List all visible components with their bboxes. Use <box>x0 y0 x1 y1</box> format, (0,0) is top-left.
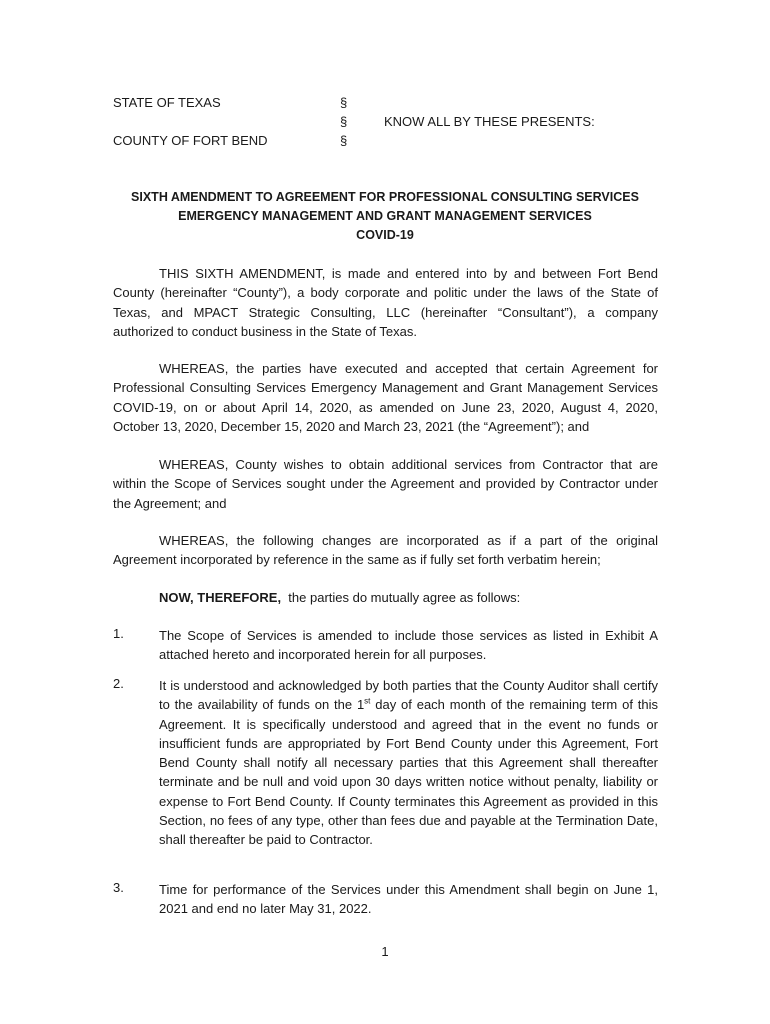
section-symbol: § <box>340 95 348 110</box>
section-symbol: § <box>340 114 348 129</box>
county-label: COUNTY OF FORT BEND <box>113 133 268 148</box>
item-number: 1. <box>113 626 124 641</box>
item-number: 2. <box>113 676 124 691</box>
whereas-paragraph-2: WHEREAS, County wishes to obtain additional services from Contractor that are within the Scope of Services sought under the Agreement and provided by Contractor under the Agreement; and <box>113 457 658 511</box>
item-number: 3. <box>113 880 124 895</box>
page-number: 1 <box>381 944 389 959</box>
whereas-paragraph-1: WHEREAS, the parties have executed and accepted that certain Agreement for Professional Consulting Services Emergency Management and Grant Management Services COVID-19, on or about April 14, 2020, as amended on June 23, 2020, August 4, 2020, October 13, 2020, December 15, 2020 and March 23, 2021 (the “Agreement”); and <box>113 361 658 434</box>
item-text: Time for performance of the Services under this Amendment shall begin on June 1, 2021 and end no later May 31, 2022. <box>159 882 658 917</box>
document-title-line-1: SIXTH AMENDMENT TO AGREEMENT FOR PROFESSIONAL CONSULTING SERVICES <box>131 190 639 204</box>
intro-paragraph: THIS SIXTH AMENDMENT, is made and entered into by and between Fort Bend County (hereinafter “County”), a body corporate and politic under the laws of the State of Texas, and MPACT Strategic Consulting, LLC (hereinafter “Consultant”), a company authorized to conduct business in the State of Texas. <box>113 266 658 339</box>
document-title-line-3: COVID-19 <box>356 228 414 242</box>
whereas-paragraph-3: WHEREAS, the following changes are incorporated as if a part of the original Agreement incorporated by reference in the same as if fully set forth verbatim herein; <box>113 533 658 568</box>
state-label: STATE OF TEXAS <box>113 95 221 110</box>
know-all-presents: KNOW ALL BY THESE PRESENTS: <box>384 114 595 129</box>
item-text: The Scope of Services is amended to include those services as listed in Exhibit A attached hereto and incorporated herein for all purposes. <box>159 628 658 663</box>
document-title-line-2: EMERGENCY MANAGEMENT AND GRANT MANAGEMENT SERVICES <box>178 209 592 223</box>
now-therefore-paragraph: NOW, THEREFORE, the parties do mutually agree as follows: <box>159 590 521 605</box>
item-text: It is understood and acknowledged by both parties that the County Auditor shall certify to the availability of funds on the 1st day of each month of the remaining term of this Agreement. It is specifically understood and agreed that in the event no funds or insufficient funds are appropriated by Fort Bend County under this Agreement, Fort Bend County shall notify all necessary parties that this Agreement shall thereafter terminate and be null and void upon 30 days written notice without penalty, liability or expense to Fort Bend County. If County terminates this Agreement as provided in this Section, no fees of any type, other than fees due and payable at the Termination Date, shall thereafter be paid to Contractor. <box>159 678 658 848</box>
section-symbol: § <box>340 133 348 148</box>
